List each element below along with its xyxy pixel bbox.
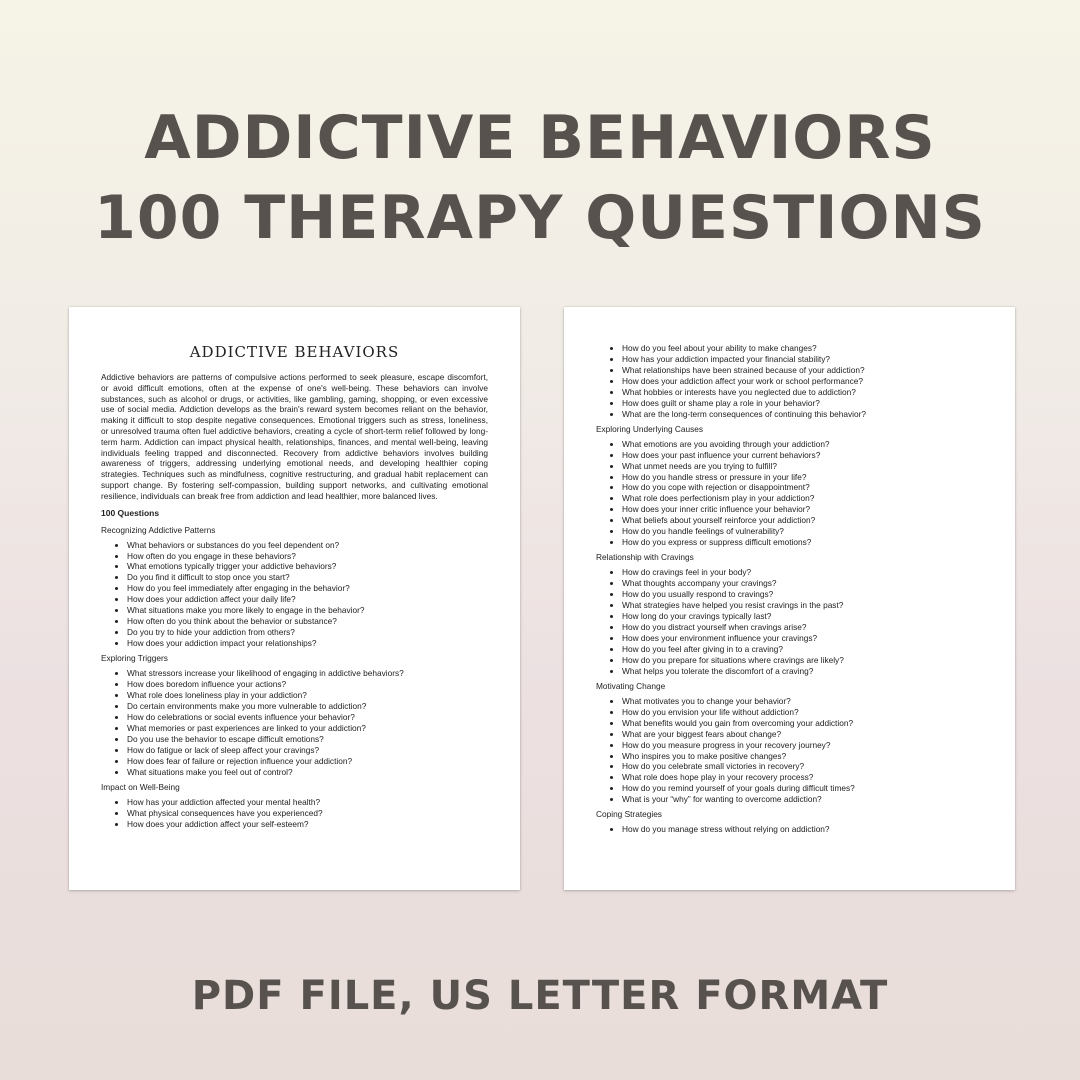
question-item: • How does your addiction affect your work or school performance? (622, 376, 985, 387)
question-item: • How does guilt or shame play a role in your behavior? (622, 398, 985, 409)
question-item: • What situations make you more likely to engage in the behavior? (127, 605, 488, 616)
question-list (101, 668, 488, 778)
document-page-left (69, 307, 520, 890)
question-item: • What are the long-term consequences of continuing this behavior? (622, 409, 985, 420)
question-item: • How do fatigue or lack of sleep affect your cravings? (127, 745, 488, 756)
question-item: • How do you prepare for situations where cravings are likely? (622, 655, 985, 666)
question-item: • What relationships have been strained because of your addiction? (622, 365, 985, 376)
question-item: • How do you remind yourself of your goals during difficult times? (622, 783, 985, 794)
question-item: • What emotions are you avoiding through your addiction? (622, 439, 985, 450)
question-item: • What benefits would you gain from overcoming your addiction? (622, 718, 985, 729)
question-item: • How do cravings feel in your body? (622, 567, 985, 578)
question-item: • How does your environment influence your cravings? (622, 633, 985, 644)
section-heading: Impact on Well-Being (101, 781, 180, 792)
question-item: • What behaviors or substances do you feel dependent on? (127, 540, 488, 551)
question-item: • How do you envision your life without addiction? (622, 707, 985, 718)
question-item: • What strategies have helped you resist cravings in the past? (622, 600, 985, 611)
question-item: • How has your addiction impacted your financial stability? (622, 354, 985, 365)
question-item: • What emotions typically trigger your addictive behaviors? (127, 561, 488, 572)
question-item: • How often do you engage in these behaviors? (127, 551, 488, 562)
question-item: • How do you express or suppress difficult emotions? (622, 537, 985, 548)
format-caption: PDF FILE, US LETTER FORMAT (191, 973, 889, 1019)
right-sections (596, 424, 985, 836)
question-item: • What role does perfectionism play in your addiction? (622, 493, 985, 504)
question-list (101, 540, 488, 650)
question-list (596, 567, 985, 677)
question-item: • How do you measure progress in your recovery journey? (622, 740, 985, 751)
question-item: • How do you feel about your ability to make changes? (622, 343, 985, 354)
question-item: • What memories or past experiences are linked to your addiction? (127, 723, 488, 734)
question-item: • What beliefs about yourself reinforce your addiction? (622, 515, 985, 526)
question-item: • How has your addiction affected your mental health? (127, 797, 488, 808)
question-item: • Do certain environments make you more vulnerable to addiction? (127, 701, 488, 712)
question-item: • What role does hope play in your recovery process? (622, 772, 985, 783)
question-item: • How long do your cravings typically last? (622, 611, 985, 622)
question-item: • How do you handle feelings of vulnerability? (622, 526, 985, 537)
question-item: • How does your inner critic influence your behavior? (622, 504, 985, 515)
question-item: • How does your addiction impact your relationships? (127, 638, 488, 649)
section-heading: Coping Strategies (596, 809, 662, 820)
document-page-right (564, 307, 1015, 890)
question-item: • How do you distract yourself when cravings arise? (622, 622, 985, 633)
headline-line-1: ADDICTIVE BEHAVIORS (144, 103, 936, 173)
question-item: • What thoughts accompany your cravings? (622, 578, 985, 589)
question-item: • Do you find it difficult to stop once you start? (127, 572, 488, 583)
question-item: • How does your addiction affect your daily life? (127, 594, 488, 605)
section-heading: Motivating Change (596, 680, 666, 691)
question-list (596, 824, 985, 835)
question-item: • What are your biggest fears about change? (622, 729, 985, 740)
left-sections (101, 525, 488, 830)
question-list (101, 797, 488, 830)
question-item: • Do you try to hide your addiction from others? (127, 627, 488, 638)
question-item: • What situations make you feel out of control? (127, 767, 488, 778)
question-item: • Who inspires you to make positive changes? (622, 751, 985, 762)
question-item: • How do you usually respond to cravings? (622, 589, 985, 600)
section-heading: Relationship with Cravings (596, 552, 694, 563)
questions-heading: 100 Questions (101, 507, 160, 518)
question-item: • What physical consequences have you experienced? (127, 808, 488, 819)
question-item: • How do you handle stress or pressure in your life? (622, 472, 985, 483)
question-item: • What stressors increase your likelihood of engaging in addictive behaviors? (127, 668, 488, 679)
question-item: • Do you use the behavior to escape difficult emotions? (127, 734, 488, 745)
question-item: • How does your past influence your current behaviors? (622, 450, 985, 461)
question-item: • What unmet needs are you trying to fulfill? (622, 461, 985, 472)
question-item: • How do you celebrate small victories in recovery? (622, 761, 985, 772)
question-item: • How do you feel immediately after engaging in the behavior? (127, 583, 488, 594)
question-item: • What helps you tolerate the discomfort of a craving? (622, 666, 985, 677)
question-item: • How does your addiction affect your self-esteem? (127, 819, 488, 830)
question-item: • How do you manage stress without relying on addiction? (622, 824, 985, 835)
section-heading: Exploring Underlying Causes (596, 423, 703, 434)
question-item: • How do celebrations or social events influence your behavior? (127, 712, 488, 723)
section-heading: Recognizing Addictive Patterns (101, 524, 216, 535)
question-item: • How do you feel after giving in to a craving? (622, 644, 985, 655)
question-item: • What role does loneliness play in your addiction? (127, 690, 488, 701)
question-item: • How does boredom influence your actions? (127, 679, 488, 690)
question-item: • How often do you think about the behavior or substance? (127, 616, 488, 627)
question-list (596, 696, 985, 806)
question-list (596, 343, 985, 420)
question-list (596, 439, 985, 549)
question-item: • How does fear of failure or rejection influence your addiction? (127, 756, 488, 767)
question-item: • What hobbies or interests have you neglected due to addiction? (622, 387, 985, 398)
intro-paragraph: Addictive behaviors are patterns of compulsive actions performed to seek pleasure, escape discomfort, or avoid difficult emotions, often at the expense of one's well-being. These behaviors can involve substances, such as alcohol or drugs, or activities, like gambling, gaming, shopping, or even excessive use of social media. Addiction develops as the brain's reward system becomes reliant on the behavior, making it difficult to stop despite negative consequences. Emotional triggers such as stress, loneliness, or unresolved trauma often fuel addictive behaviors, creating a cycle of short-term relief followed by long-term harm. Addiction can impact physical health, relationships, finances, and mental well-being, leaving individuals feeling trapped and disconnected. Recovery from addictive behaviors involves building awareness of triggers, addressing underlying emotional needs, and developing healthier coping strategies. Techniques such as mindfulness, cognitive restructuring, and gradual habit replacement can support change. By fostering self-compassion, building support networks, and cultivating emotional resilience, individuals can break free from addiction and lead healthier, more balanced lives. (101, 372, 488, 501)
question-item: • What is your “why” for wanting to overcome addiction? (622, 794, 985, 805)
document-title: ADDICTIVE BEHAVIORS (189, 343, 400, 361)
question-item: • How do you cope with rejection or disappointment? (622, 482, 985, 493)
question-item: • What motivates you to change your behavior? (622, 696, 985, 707)
headline-line-2: 100 THERAPY QUESTIONS (94, 183, 986, 253)
section-heading: Exploring Triggers (101, 653, 168, 664)
